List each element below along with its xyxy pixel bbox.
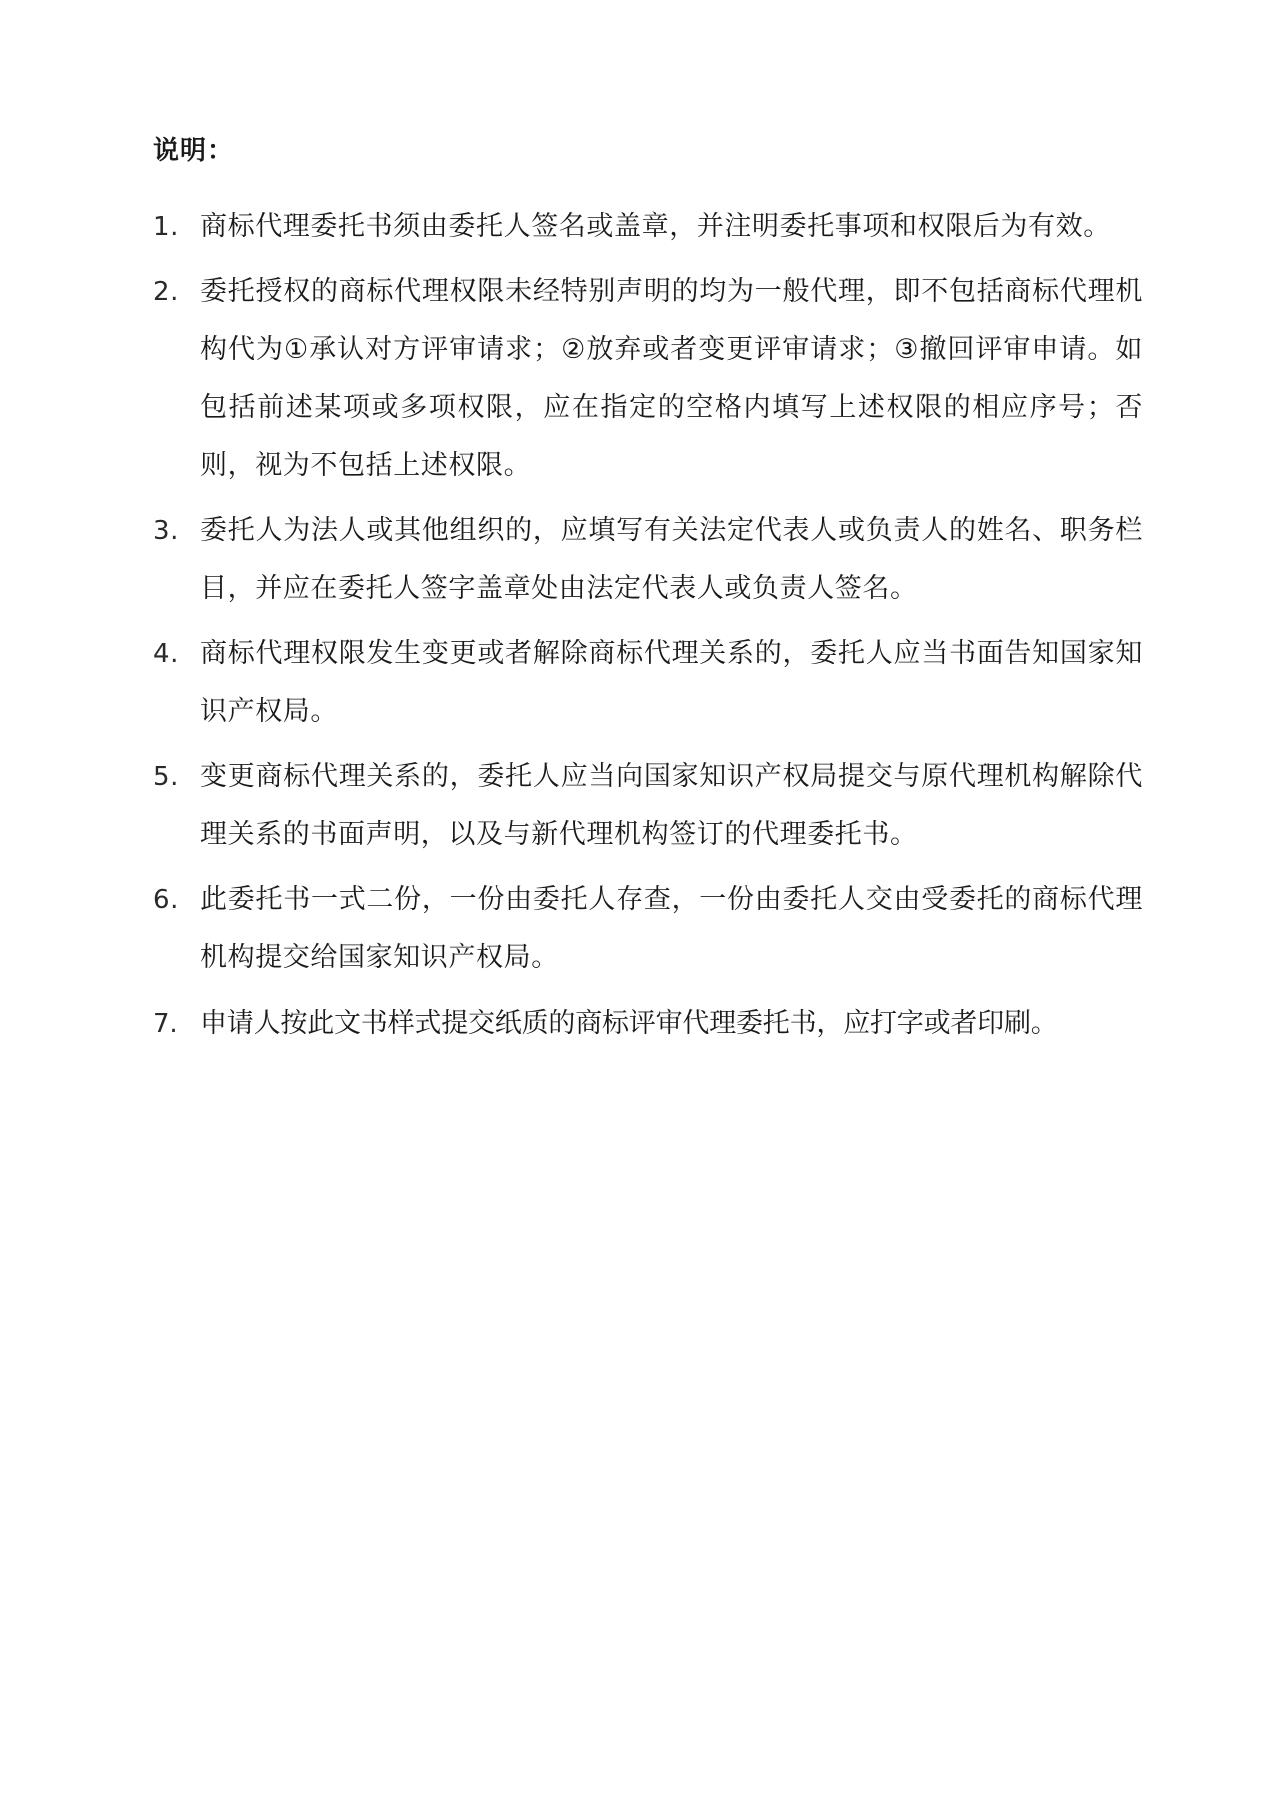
item-number: 6.	[153, 885, 180, 915]
item-number: 7.	[153, 1009, 178, 1039]
item-number: 3.	[153, 516, 180, 546]
item-text: 此委托书一式二份，一份由委托人存查，一份由委托人交由受委托的商标代理机构提交给国家知识产权局。	[200, 884, 1143, 973]
instructions-list	[153, 198, 1143, 1060]
page-heading: 说明：	[153, 136, 235, 166]
list-item	[153, 871, 1143, 987]
item-text: 变更商标代理关系的，委托人应当向国家知识产权局提交与原代理机构解除代理关系的书面声明，以及与新代理机构签订的代理委托书。	[200, 761, 1143, 850]
list-item	[153, 198, 1143, 256]
item-number: 2.	[153, 277, 180, 307]
item-text: 商标代理权限发生变更或者解除商标代理关系的，委托人应当书面告知国家知识产权局。	[200, 638, 1143, 727]
item-text: 委托人为法人或其他组织的，应填写有关法定代表人或负责人的姓名、职务栏目，并应在委托人签字盖章处由法定代表人或负责人签名。	[200, 515, 1143, 604]
list-item	[153, 502, 1143, 618]
list-item	[153, 263, 1143, 495]
list-item	[153, 748, 1143, 864]
item-text: 委托授权的商标代理权限未经特别声明的均为一般代理，即不包括商标代理机构代为①承认对方评审请求；②放弃或者变更评审请求；③撤回评审申请。如包括前述某项或多项权限，应在指定的空格内填写上述权限的相应序号；否则，视为不包括上述权限。	[200, 276, 1143, 481]
list-item	[153, 995, 1143, 1053]
item-number: 1.	[153, 212, 180, 242]
item-text: 商标代理委托书须由委托人签名或盖章，并注明委托事项和权限后为有效。	[200, 211, 1111, 242]
list-item	[153, 625, 1143, 741]
item-text: 申请人按此文书样式提交纸质的商标评审代理委托书，应打字或者印刷。	[200, 1008, 1058, 1039]
item-number: 4.	[153, 639, 180, 669]
item-number: 5.	[153, 762, 180, 792]
